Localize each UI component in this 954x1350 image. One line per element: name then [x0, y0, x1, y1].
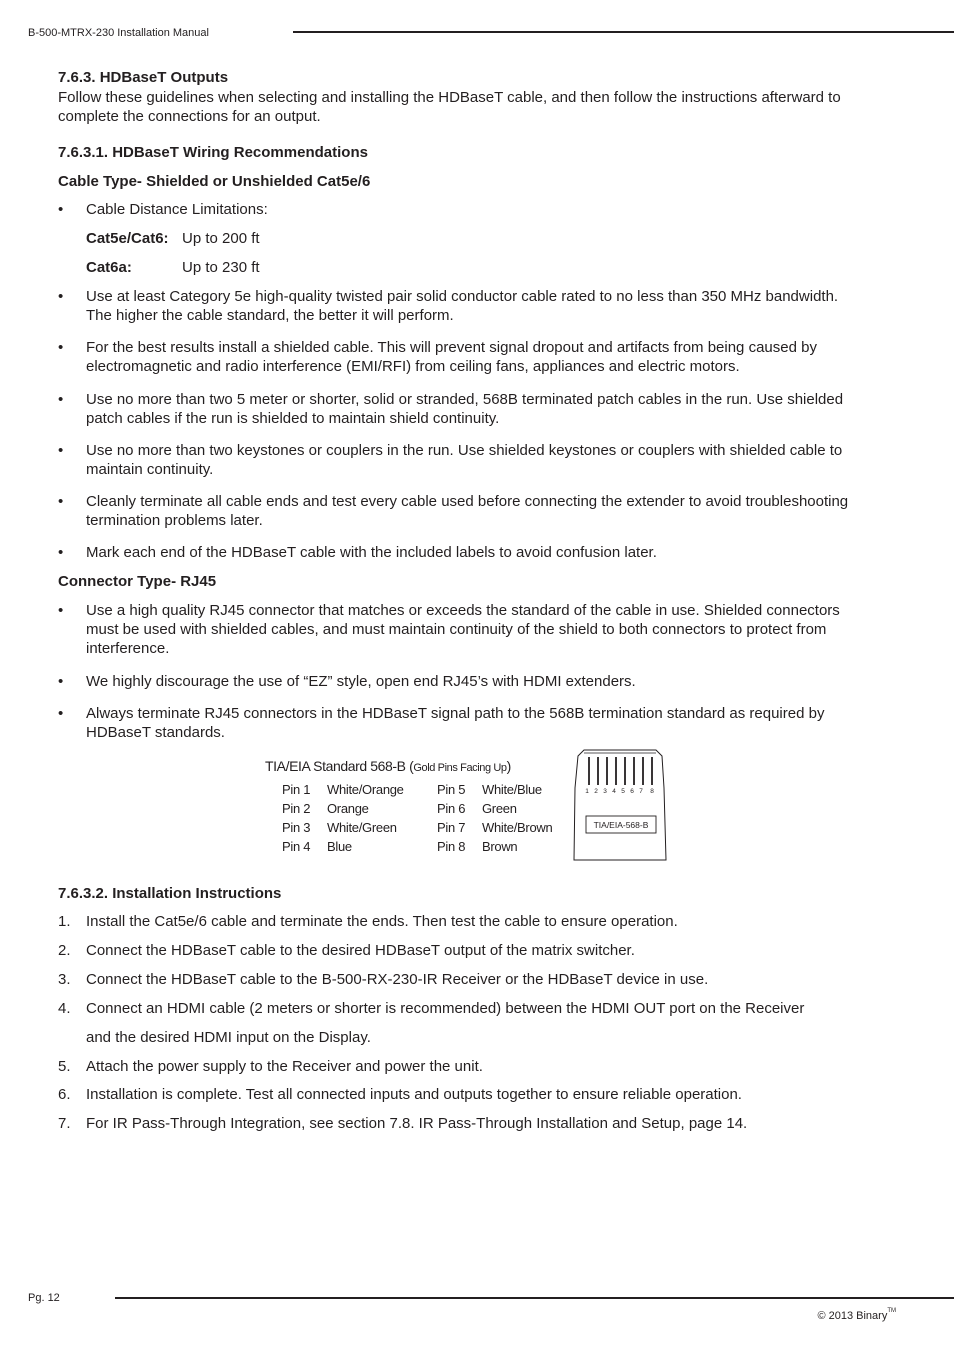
pinout-title-note: Gold Pins Facing Up [413, 762, 507, 774]
distance-cat6a-key: Cat6a: [86, 259, 132, 276]
bullet-line: Cleanly terminate all cable ends and test every cable used before connecting the extender to avoid troubleshooting [86, 493, 849, 510]
pin-number: Pin 4 [282, 839, 311, 854]
pinout-title-end: ) [506, 758, 511, 774]
step-number: 5. [58, 1058, 71, 1075]
trademark-mark: TM [887, 1308, 896, 1314]
step-text: Attach the power supply to the Receiver and power the unit. [86, 1058, 483, 1075]
pin-index: 2 [594, 788, 598, 795]
bullet: • [58, 602, 64, 619]
step-text: Connect the HDBaseT cable to the desired HDBaseT output of the matrix switcher. [86, 942, 635, 959]
bullet: • [58, 391, 64, 408]
bullet-text [86, 543, 916, 562]
bullet-line: We highly discourage the use of “EZ” style, open end RJ45’s with HDMI extenders. [86, 673, 636, 690]
bullet-line: Mark each end of the HDBaseT cable with the included labels to avoid confusion later. [86, 544, 657, 561]
distance-label: Cable Distance Limitations: [86, 201, 268, 218]
pin-color: White/Brown [482, 820, 553, 835]
step-number: 3. [58, 971, 71, 988]
footer-rule [115, 1297, 954, 1299]
bullet: • [58, 544, 64, 561]
pin-index: 6 [630, 788, 634, 795]
bullet-text [86, 601, 916, 658]
bullet-line: Use no more than two keystones or couplers in the run. Use shielded keystones or couplers with shielded cable to [86, 442, 843, 459]
pin-color: Blue [327, 839, 352, 854]
distance-cat6a-value: Up to 230 ft [182, 259, 260, 276]
copyright [817, 1310, 896, 1322]
bullet-line: interference. [86, 640, 170, 657]
pin-color: White/Orange [327, 782, 404, 797]
bullet-line: electromagnetic and radio interference (EMI/RFI) from ceiling fans, appliances and electric motors. [86, 358, 740, 375]
bullet-line: patch cables if the run is shielded to maintain shield continuity. [86, 410, 500, 427]
bullet: • [58, 442, 64, 459]
step-number: 6. [58, 1086, 71, 1103]
pin-color: Brown [482, 839, 518, 854]
step-number: 4. [58, 1000, 71, 1017]
pin-index: 3 [603, 788, 607, 795]
bullet-text [86, 287, 916, 325]
bullet-line: must be used with shielded cables, and must maintain continuity of the shield to both connectors to protect from [86, 621, 827, 638]
cable-type-heading: Cable Type- Shielded or Unshielded Cat5e/6 [58, 173, 371, 190]
step-text: Installation is complete. Test all connected inputs and outputs together to ensure reliable operation. [86, 1086, 742, 1103]
pin-index: 5 [621, 788, 625, 795]
step-number: 2. [58, 942, 71, 959]
bullet-line: Use no more than two 5 meter or shorter, solid or stranded, 568B terminated patch cables in the run. Use shielded [86, 391, 844, 408]
bullet: • [58, 288, 64, 305]
bullet: • [58, 493, 64, 510]
pin-number: Pin 2 [282, 801, 311, 816]
pin-number: Pin 6 [437, 801, 466, 816]
bullet-line: HDBaseT standards. [86, 724, 225, 741]
step-text: Connect an HDMI cable (2 meters or shorter is recommended) between the HDMI OUT port on the Receiver [86, 1000, 805, 1017]
bullet: • [58, 673, 64, 690]
bullet-line: Use at least Category 5e high-quality twisted pair solid conductor cable rated to no less than 350 MHz bandwidth. [86, 288, 839, 305]
step-text: Install the Cat5e/6 cable and terminate the ends. Then test the cable to ensure operation. [86, 913, 678, 930]
pin-index: 1 [585, 788, 589, 795]
intro-line-1: Follow these guidelines when selecting and installing the HDBaseT cable, and then follow the instructions afterward to [58, 89, 841, 106]
connector-label: TIA/EIA-568-B [593, 820, 649, 830]
page-number: Pg. 12 [28, 1292, 60, 1304]
pin-number: Pin 1 [282, 782, 311, 797]
header-title: B-500-MTRX-230 Installation Manual [28, 27, 209, 39]
pin-color: White/Blue [482, 782, 542, 797]
header-rule [293, 31, 954, 33]
bullet-line: Use a high quality RJ45 connector that matches or exceeds the standard of the cable in use. Shielded connectors [86, 602, 840, 619]
section-heading: 7.6.3. HDBaseT Outputs [58, 69, 229, 86]
bullet-text [86, 672, 916, 691]
connector-type-heading: Connector Type- RJ45 [58, 573, 217, 590]
step-number: 7. [58, 1115, 71, 1132]
bullet-line: Always terminate RJ45 connectors in the HDBaseT signal path to the 568B termination standard as required by [86, 705, 825, 722]
bullet: • [58, 705, 64, 722]
distance-cat5e-value: Up to 200 ft [182, 230, 260, 247]
step-text: and the desired HDMI input on the Display. [86, 1029, 371, 1046]
step-number: 1. [58, 913, 71, 930]
pin-index: 7 [639, 788, 643, 795]
pin-number: Pin 7 [437, 820, 466, 835]
bullet-text [86, 704, 916, 742]
pinout-title [265, 758, 511, 774]
distance-cat5e-key: Cat5e/Cat6: [86, 230, 169, 247]
pin-color: Orange [327, 801, 369, 816]
wiring-heading: 7.6.3.1. HDBaseT Wiring Recommendations [58, 144, 368, 161]
bullet-text [86, 390, 916, 428]
install-heading: 7.6.3.2. Installation Instructions [58, 885, 282, 902]
pin-number: Pin 3 [282, 820, 311, 835]
pin-color: Green [482, 801, 517, 816]
step-text: Connect the HDBaseT cable to the B-500-RX-230-IR Receiver or the HDBaseT device in use. [86, 971, 709, 988]
bullet-text [86, 441, 916, 479]
intro-line-2: complete the connections for an output. [58, 108, 321, 125]
step-text: For IR Pass-Through Integration, see section 7.8. IR Pass-Through Installation and Setup, page 14. [86, 1115, 748, 1132]
pin-index: 8 [650, 788, 654, 795]
bullet-line: For the best results install a shielded cable. This will prevent signal dropout and artifacts from being caused by [86, 339, 817, 356]
bullet-line: The higher the cable standard, the better it will perform. [86, 307, 454, 324]
pin-color: White/Green [327, 820, 397, 835]
bullet-distance: • [58, 201, 64, 218]
pin-number: Pin 8 [437, 839, 466, 854]
bullet-text [86, 338, 916, 376]
rj45-connector-diagram [570, 748, 670, 866]
pin-number: Pin 5 [437, 782, 466, 797]
bullet-line: maintain continuity. [86, 461, 214, 478]
bullet-line: termination problems later. [86, 512, 263, 529]
copyright-text: © 2013 Binary [817, 1310, 888, 1322]
bullet: • [58, 339, 64, 356]
bullet-text [86, 492, 916, 530]
pinout-title-main: TIA/EIA Standard 568-B ( [265, 758, 414, 774]
pin-index: 4 [612, 788, 616, 795]
